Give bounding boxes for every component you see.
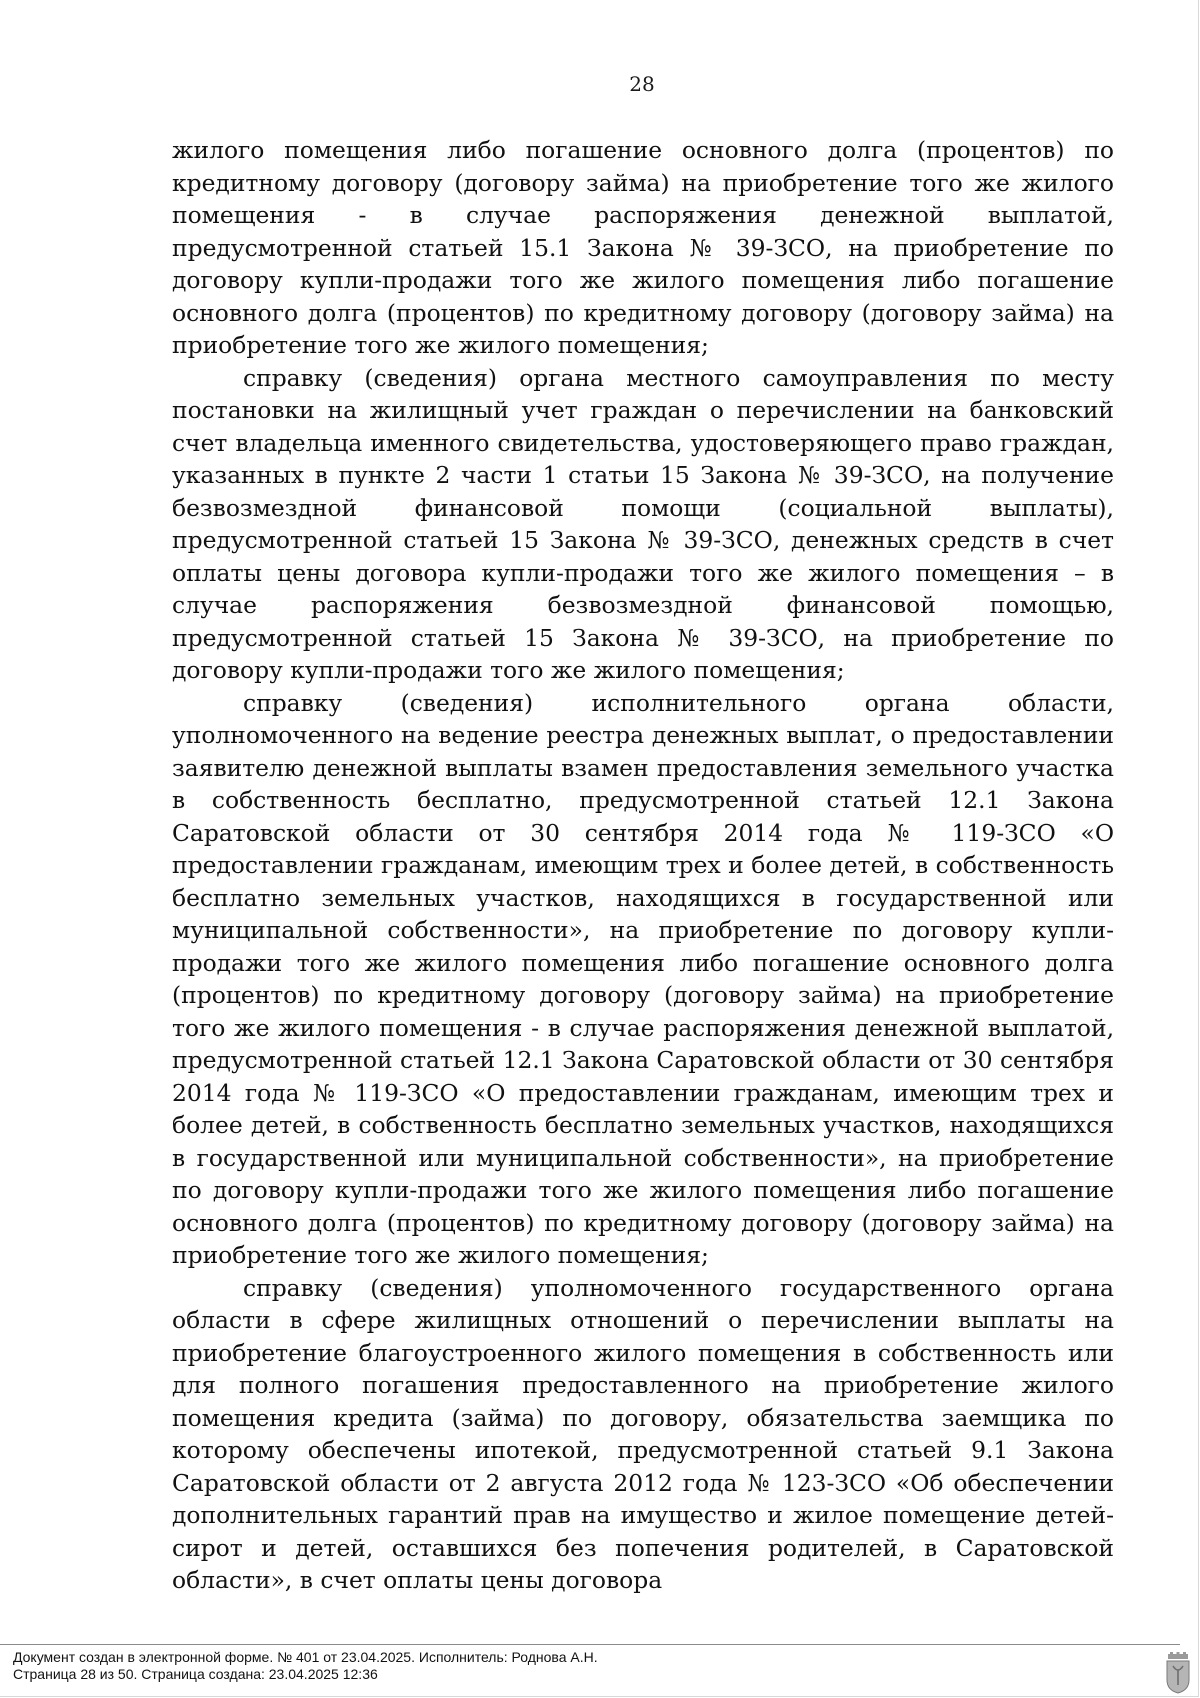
paragraph-housing-authority-certificate: справку (сведения) уполномоченного государственного органа области в сфере жилищных отношений о перечислении выплаты на приобретение благоустроенного жилого помещения в собственность или для полного погашения предоставленного на приобретение жилого помещения кредита (займа) по договору, обязательства заемщика по которому обеспечены ипотекой, предусмотренной статьей 9.1 Закона Саратовской области от 2 августа 2012 года № 123-ЗСО «Об обеспечении дополнительных гарантий прав на имущество и жилое помещение детей-сирот и детей, оставшихся без попечения родителей, в Саратовской области», в счет оплаты цены договора xyxy=(172,1273,1114,1594)
page-number: 28 xyxy=(629,72,655,96)
paragraph-local-authority-certificate: справку (сведения) органа местного самоуправления по месту постановки на жилищный учет граждан о перечислении на банковский счет владельца именного свидетельства, удостоверяющего право граждан, указанных в пункте 2 части 1 статьи 15 Закона № 39-ЗСО, на получение безвозмездной финансовой помощи (социальной выплаты), предусмотренной статьей 15 Закона № 39-ЗСО, денежных средств в счет оплаты цены договора купли-продажи того же жилого помещения – в случае распоряжения безвозмездной финансовой помощью, предусмотренной статьей 15 Закона № 39-ЗСО, на приобретение по договору купли-продажи того же жилого помещения; xyxy=(172,363,1114,684)
document-footer xyxy=(13,1649,598,1683)
document-body xyxy=(172,134,1114,1597)
footer-divider xyxy=(0,1644,1180,1645)
paragraph-continuation: жилого помещения либо погашение основного долга (процентов) по кредитному договору (договору займа) на приобретение того же жилого помещения - в случае распоряжения денежной выплатой, предусмотренной статьей 15.1 Закона № 39-ЗСО, на приобретение по договору купли-продажи того же жилого помещения либо погашение основного долга (процентов) по кредитному договору (договору займа) на приобретение того же жилого помещения; xyxy=(172,136,1114,359)
paragraph-executive-body-certificate: справку (сведения) исполнительного органа области, уполномоченного на ведение реестра денежных выплат, о предоставлении заявителю денежной выплаты взамен предоставления земельного участка в собственность бесплатно, предусмотренной статьей 12.1 Закона Саратовской области от 30 сентября 2014 года № 119-ЗСО «О предоставлении гражданам, имеющим трех и более детей, в собственность бесплатно земельных участков, находящихся в государственной или муниципальной собственности», на приобретение по договору купли-продажи того же жилого помещения либо погашение основного долга (процентов) по кредитному договору (договору займа) на приобретение того же жилого помещения - в случае распоряжения денежной выплатой, предусмотренной статьей 12.1 Закона Саратовской области от 30 сентября 2014 года № 119-ЗСО «О предоставлении гражданам, имеющим трех и более детей, в собственность бесплатно земельных участков, находящихся в государственной или муниципальной собственности», на приобретение по договору купли-продажи того же жилого помещения либо погашение основного долга (процентов) по кредитному договору (договору займа) на приобретение того же жилого помещения; xyxy=(172,688,1114,1269)
footer-document-info: Документ создан в электронной форме. № 401 от 23.04.2025. Исполнитель: Роднова А.Н. xyxy=(13,1649,598,1665)
footer-page-info: Страница 28 из 50. Страница создана: 23.04.2025 12:36 xyxy=(13,1666,378,1682)
coat-of-arms-icon xyxy=(1164,1652,1192,1694)
